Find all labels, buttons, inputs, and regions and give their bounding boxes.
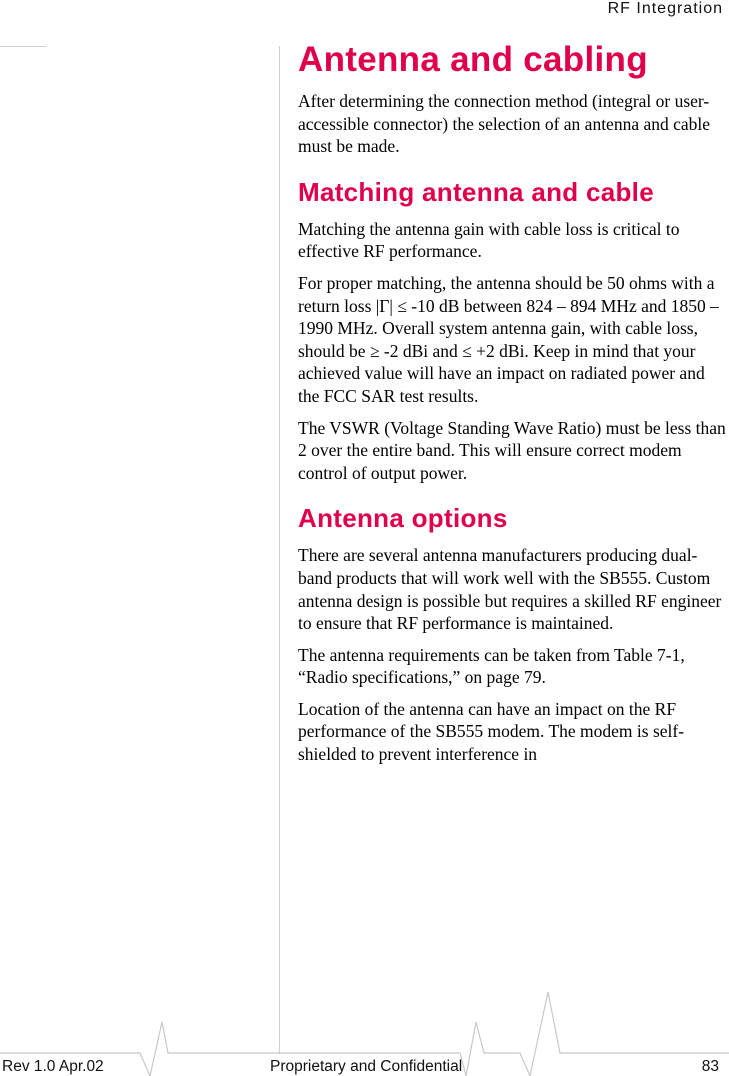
footer-confidentiality: Proprietary and Confidential xyxy=(270,1058,463,1075)
section-heading-antenna-options: Antenna options xyxy=(298,503,508,534)
paragraph: There are several antenna manufacturers producing dual-band products that will work well with the SB555. Custom antenna design is possible but requires a skilled RF engineer to ensure that RF performance is maintained. xyxy=(298,545,722,634)
paragraph: The VSWR (Voltage Standing Wave Ratio) must be less than 2 over the entire band. This will ensure correct modem control of output power. xyxy=(298,417,726,483)
page-number: 83 xyxy=(701,1058,719,1075)
section-heading-matching: Matching antenna and cable xyxy=(298,176,654,207)
paragraph: For proper matching, the antenna should be 50 ohms with a return loss |Γ| ≤ -10 dB between 824 – 894 MHz and 1850 – 1990 MHz. Overall system antenna gain, with cable loss, should be ≥ -2 dBi and ≤ +2 dBi. Keep in mind that your achieved value will have an impact on radiated power and the FCC SAR test results. xyxy=(298,272,719,406)
footer-revision: Rev 1.0 Apr.02 xyxy=(2,1058,104,1075)
paragraph: The antenna requirements can be taken from Table 7-1, “Radio specifications,” on page 79. xyxy=(298,644,685,688)
paragraph: Matching the antenna gain with cable loss is critical to effective RF performance. xyxy=(298,218,680,262)
paragraph: Location of the antenna can have an impact on the RF performance of the SB555 modem. The modem is self-shielded to prevent interference in xyxy=(298,698,685,765)
intro-paragraph: After determining the connection method (integral or user-accessible connector) the selection of an antenna and cable must be made. xyxy=(298,91,711,157)
page-title: Antenna and cabling xyxy=(298,40,648,79)
running-header: RF Integration xyxy=(607,0,723,17)
